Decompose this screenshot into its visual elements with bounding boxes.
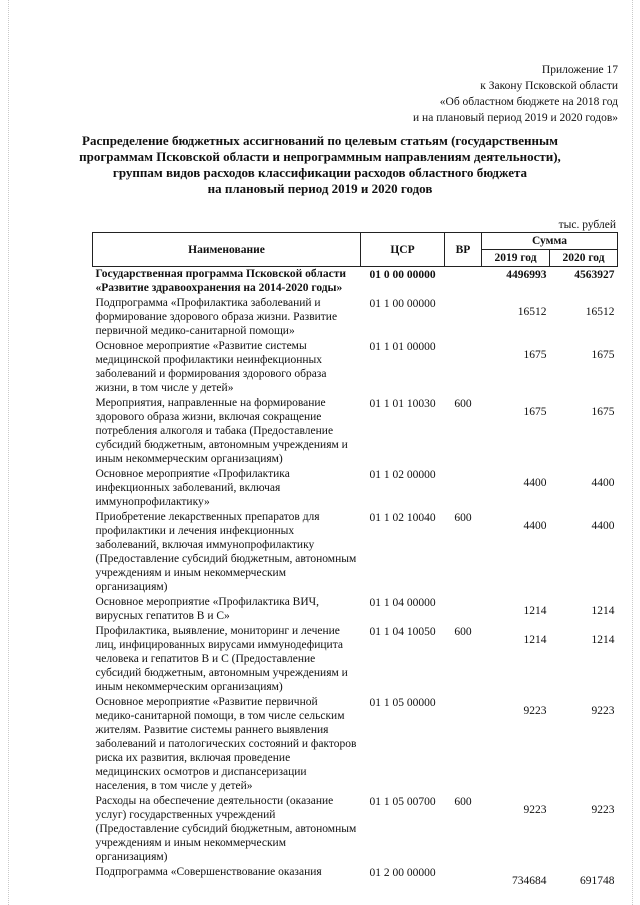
row-csr: 01 0 00 00000 (369, 269, 436, 281)
row-value-2019: 1675 (523, 406, 547, 418)
row-vr (445, 595, 482, 624)
row-vr (445, 467, 482, 510)
row-value-2019: 9223 (523, 804, 547, 816)
row-csr: 01 2 00 00000 (369, 867, 436, 879)
row-value-2019: 4496993 (506, 269, 547, 281)
row-csr: 01 1 05 00700 (369, 796, 436, 808)
right-margin-dots (632, 0, 633, 905)
row-value-2019: 9223 (523, 705, 547, 717)
row-name: Основное мероприятие «Профилактика ВИЧ, вирусных гепатитов В и С» (95, 596, 319, 622)
row-csr: 01 1 05 00000 (369, 697, 436, 709)
table-row (93, 339, 618, 396)
row-csr: 01 1 01 10030 (369, 398, 436, 410)
row-value-2020: 1675 (591, 349, 615, 361)
row-value-2019: 1214 (523, 634, 547, 646)
table-row (93, 695, 618, 794)
row-value-2020: 9223 (591, 705, 615, 717)
row-value-2019: 734684 (512, 875, 547, 887)
header-sum: Сумма (482, 233, 618, 250)
table-row (93, 396, 618, 467)
row-name: Основное мероприятие «Развитие первичной медико-санитарной помощи, в том числе сельским жителям. Развитие системы раннего выявления заболеваний и патологических состояний и факторов риска их развития, включая проведение медицинских осмотров и диспансеризации населения, в том числе у детей» (95, 696, 357, 792)
row-value-2019: 16512 (517, 306, 547, 318)
row-csr: 01 1 01 00000 (369, 341, 436, 353)
row-value-2019: 1214 (523, 605, 547, 617)
units-label: тыс. рублей (558, 219, 616, 231)
appendix-header (413, 62, 618, 126)
row-vr (445, 339, 482, 396)
row-csr: 01 1 04 00000 (369, 597, 436, 609)
header-name: Наименование (93, 233, 361, 267)
appendix-line: и на плановый период 2019 и 2020 годов» (413, 112, 618, 124)
row-name: Приобретение лекарственных препаратов для профилактики и лечения инфекционных заболеваний, включая иммунопрофилактику (Предоставление субсидий бюджетным, автономным учреждениям и иным некоммерческим организациям) (95, 511, 357, 593)
row-value-2019: 4400 (523, 477, 547, 489)
row-csr: 01 1 02 00000 (369, 469, 436, 481)
budget-table (92, 232, 618, 889)
row-value-2019: 4400 (523, 520, 547, 532)
row-name: Мероприятия, направленные на формирование здорового образа жизни, включая сокращение потребления алкоголя и табака (Предоставление субсидий бюджетным, автономным учреждениям и иным некоммерческим организациям) (95, 397, 348, 465)
row-name: Подпрограмма «Совершенствование оказания (95, 866, 322, 878)
row-value-2020: 4400 (591, 520, 615, 532)
row-value-2020: 1214 (591, 605, 615, 617)
row-name: Государственная программа Псковской области «Развитие здравоохранения на 2014-2020 годы» (95, 268, 346, 294)
header-2019: 2019 год (482, 250, 550, 267)
row-vr (445, 695, 482, 794)
row-value-2020: 691748 (580, 875, 615, 887)
row-value-2019: 1675 (523, 349, 547, 361)
row-value-2020: 16512 (585, 306, 615, 318)
header-2020: 2020 год (550, 250, 618, 267)
row-name: Профилактика, выявление, мониторинг и лечение лиц, инфицированных вирусами иммунодефицита человека и гепатитов В и С (Предоставление субсидий бюджетным, автономным учреждениям и иным некоммерческим организациям) (95, 625, 348, 693)
document-title (60, 133, 580, 197)
row-csr: 01 1 00 00000 (369, 298, 436, 310)
title-line: группам видов расходов классификации расходов областного бюджета (112, 165, 528, 180)
row-name: Расходы на обеспечение деятельности (оказание услуг) государственных учреждений (Предоставление субсидий бюджетным, автономным учреждениям и иным некоммерческим организациям) (95, 795, 357, 863)
row-vr (445, 296, 482, 339)
row-name: Основное мероприятие «Развитие системы медицинской профилактики неинфекционных заболеваний и формирования здорового образа жизни, в том числе у детей» (95, 340, 327, 394)
table-row (93, 595, 618, 624)
title-line: Распределение бюджетных ассигнований по целевым статьям (государственным (82, 133, 558, 148)
row-value-2020: 9223 (591, 804, 615, 816)
row-vr: 600 (454, 512, 472, 524)
table-row (93, 510, 618, 595)
header-vr: ВР (445, 233, 482, 267)
row-value-2020: 1214 (591, 634, 615, 646)
table-row (93, 865, 618, 889)
row-value-2020: 4400 (591, 477, 615, 489)
appendix-line: к Закону Псковской области (480, 80, 618, 92)
appendix-line: Приложение 17 (541, 64, 618, 76)
appendix-line: «Об областном бюджете на 2018 год (439, 96, 618, 108)
row-value-2020: 1675 (591, 406, 615, 418)
title-line: на плановый период 2019 и 2020 годов (207, 181, 433, 196)
row-csr: 01 1 04 10050 (369, 626, 436, 638)
table-row (93, 624, 618, 695)
row-vr (445, 865, 482, 889)
table-row (93, 467, 618, 510)
row-vr: 600 (454, 796, 472, 808)
table-row (93, 296, 618, 339)
row-name: Подпрограмма «Профилактика заболеваний и формирование здорового образа жизни. Развитие первичной медико-санитарной помощи» (95, 297, 338, 337)
row-value-2020: 4563927 (574, 269, 615, 281)
table-row (93, 794, 618, 865)
left-margin-dots (8, 0, 9, 905)
row-vr (445, 267, 482, 297)
header-csr: ЦСР (361, 233, 445, 267)
row-vr: 600 (454, 626, 472, 638)
table-body (93, 267, 618, 890)
title-line: программам Псковской области и непрограммным направлениям деятельности), (79, 149, 561, 164)
row-vr: 600 (454, 398, 472, 410)
row-csr: 01 1 02 10040 (369, 512, 436, 524)
row-name: Основное мероприятие «Профилактика инфекционных заболеваний, включая иммунопрофилактику» (95, 468, 290, 508)
table-row (93, 267, 618, 297)
